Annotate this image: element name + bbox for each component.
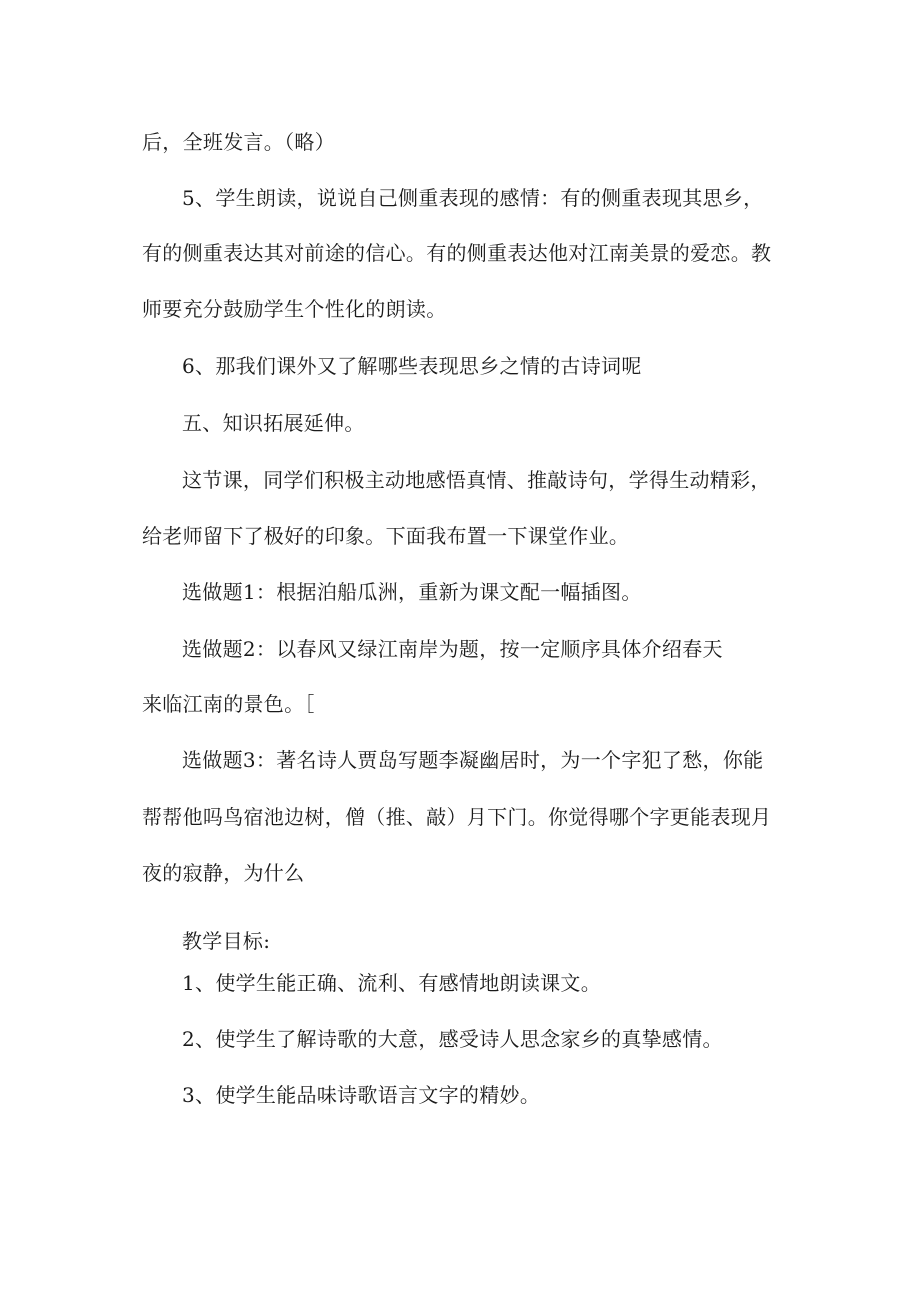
text-line: 选做题2：以春风又绿江南岸为题，按一定顺序具体介绍春天 bbox=[182, 637, 723, 661]
section-heading: 五、知识拓展延伸。 bbox=[182, 411, 365, 435]
text-line: 师要充分鼓励学生个性化的朗读。 bbox=[142, 297, 447, 321]
text-line: 3、使学生能品味诗歌语言文字的精妙。 bbox=[182, 1083, 541, 1107]
text-line: 有的侧重表达其对前途的信心。有的侧重表达他对江南美景的爱恋。教 bbox=[142, 241, 772, 265]
text-line: 帮帮他吗鸟宿池边树，僧（推、敲）月下门。你觉得哪个字更能表现月 bbox=[142, 805, 772, 829]
text-line: 后，全班发言。（略） bbox=[142, 130, 335, 154]
text-line: 选做题1：根据泊船瓜洲，重新为课文配一幅插图。 bbox=[182, 580, 642, 604]
text-line: 夜的寂静，为什么 bbox=[142, 861, 305, 885]
text-line: 给老师留下了极好的印象。下面我布置一下课堂作业。 bbox=[142, 524, 630, 548]
text-line: 1、使学生能正确、流利、有感情地朗读课文。 bbox=[182, 971, 602, 995]
section-heading: 教学目标: bbox=[182, 929, 271, 953]
text-line: 2、使学生了解诗歌的大意，感受诗人思念家乡的真挚感情。 bbox=[182, 1027, 723, 1051]
text-line: 6、那我们课外又了解哪些表现思乡之情的古诗词呢 bbox=[182, 354, 642, 378]
text-line: 5、学生朗读，说说自己侧重表现的感情：有的侧重表现其思乡， bbox=[182, 186, 764, 210]
text-line: 这节课，同学们积极主动地感悟真情、推敲诗句，学得生动精彩， bbox=[182, 468, 771, 492]
text-line: 来临江南的景色。［ bbox=[142, 692, 315, 716]
text-line: 选做题3：著名诗人贾岛写题李凝幽居时，为一个字犯了愁，你能 bbox=[182, 748, 764, 772]
